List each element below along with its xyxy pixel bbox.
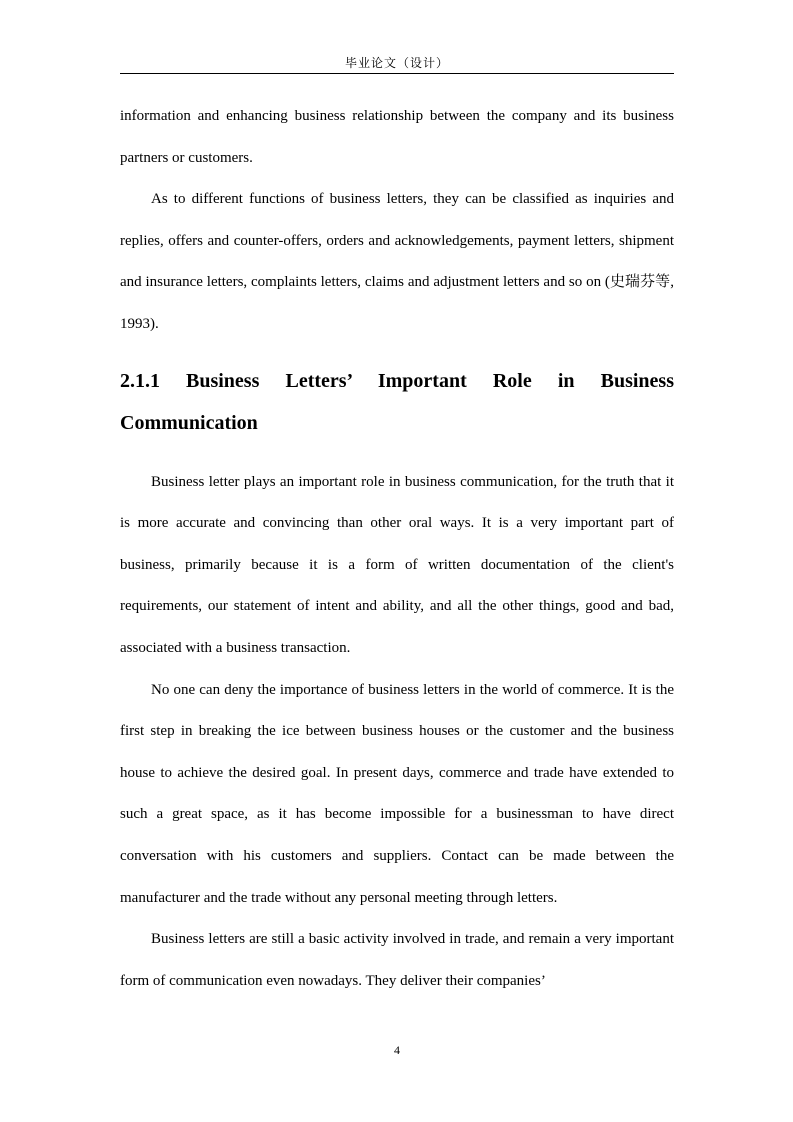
header-rule: [120, 73, 674, 74]
body-text: [120, 96, 674, 1002]
section-heading: [120, 346, 674, 462]
section-number: 2.1.1: [120, 369, 160, 392]
paragraph-basic-activity: Business letters are still a basic activity involved in trade, and remain a very important form of communication even nowadays. They deliver their companies’: [120, 931, 674, 989]
running-header: 毕业论文（设计）: [344, 56, 449, 70]
page-number: 4: [394, 1043, 400, 1057]
paragraph-important-role: Business letter plays an important role in business communication, for the truth that it is more accurate and convincing than other oral ways. It is a very important part of business, primarily because it is a form of written documentation of the client's requirements, our statement of intent and ability, and all the other things, good and bad, associated with a business transaction.: [120, 473, 674, 656]
paragraph-continuation: information and enhancing business relationship between the company and its business partners or customers.: [120, 108, 674, 166]
section-title: Business Letters’ Important Role in Business Communication: [120, 369, 674, 434]
paragraph-letter-classification: As to different functions of business letters, they can be classified as inquiries and replies, offers and counter-offers, orders and acknowledgements, payment letters, shipment and insurance letters, complaints letters, claims and adjustment letters and so on (史瑞芬等, 1993).: [120, 191, 674, 332]
paragraph-importance-commerce: No one can deny the importance of business letters in the world of commerce. It is the first step in breaking the ice between business houses or the customer and the business house to achieve the desired goal. In present days, commerce and trade have extended to such a great space, as it has become impossible for a businessman to have direct conversation with his customers and suppliers. Contact can be made between the manufacturer and the trade without any personal meeting through letters.: [120, 681, 674, 906]
